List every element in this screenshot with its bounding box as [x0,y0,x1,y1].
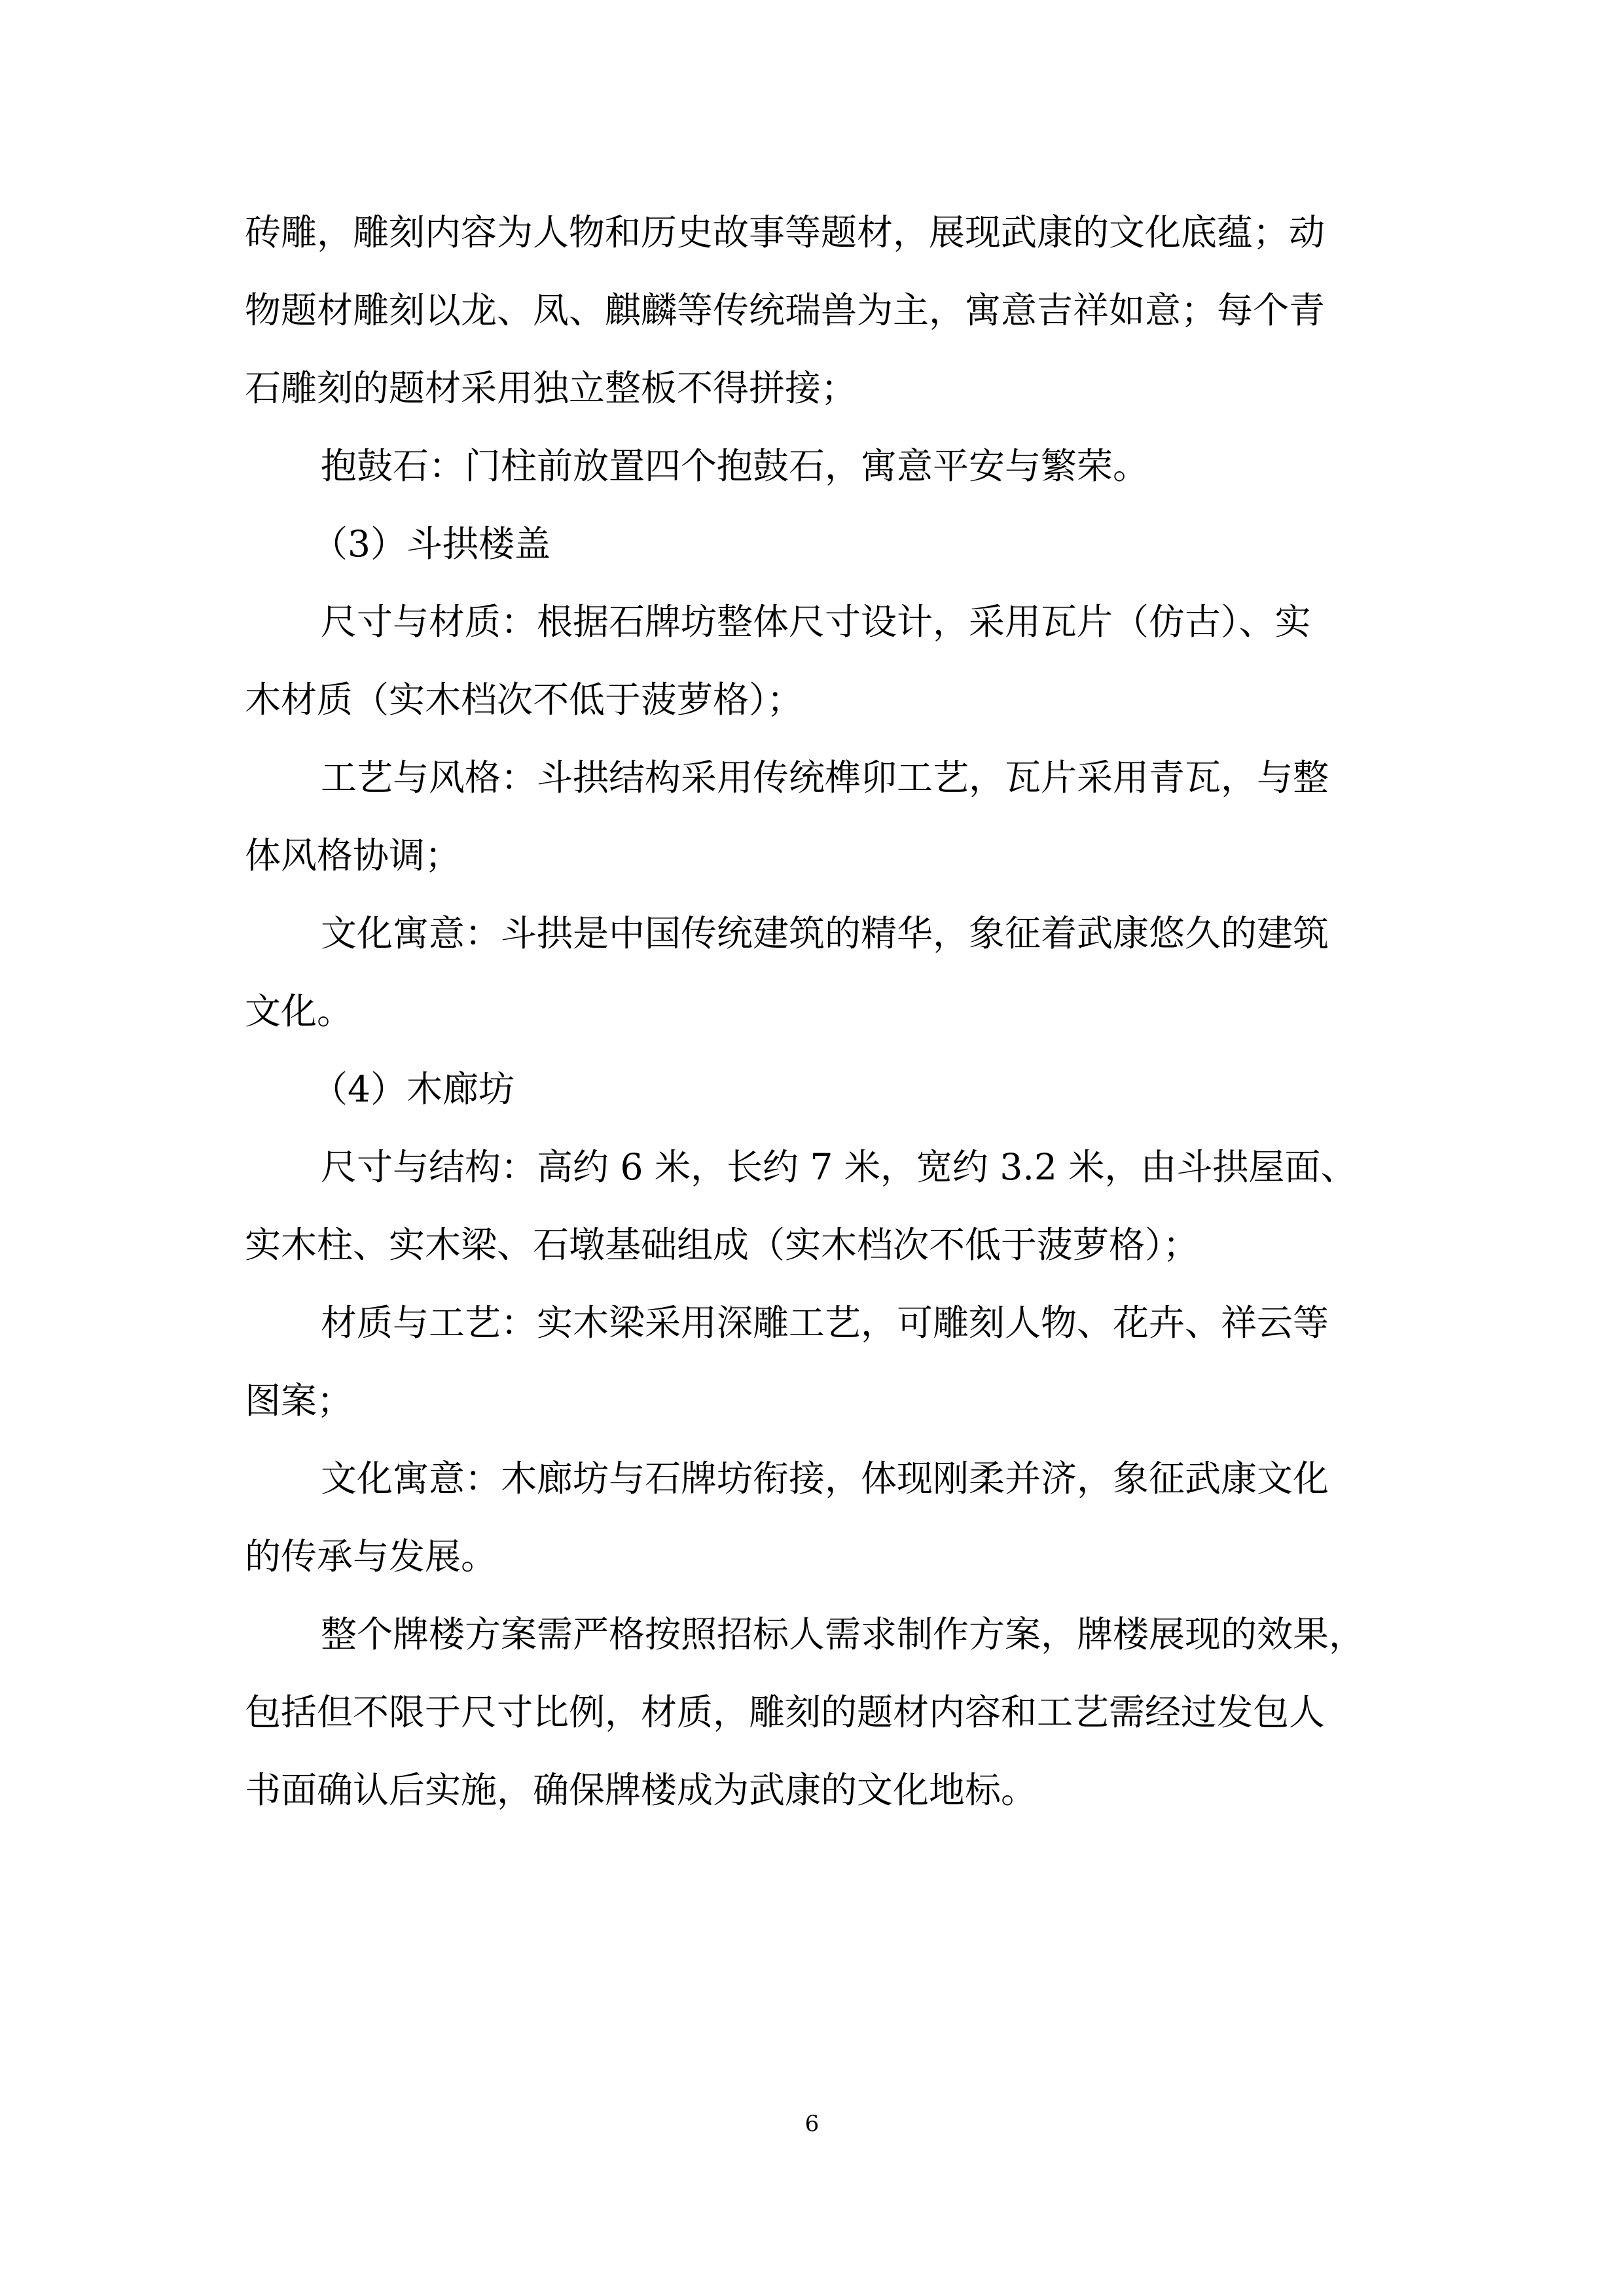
paragraph-line: 文化。 [245,990,353,1032]
paragraph-line: 尺寸与结构：高约 6 米，长约 7 米，宽约 3.2 米，由斗拱屋面、 [321,1146,1357,1188]
document-body [245,194,1384,1829]
paragraph-line: 图案； [245,1380,353,1422]
paragraph-line: 整个牌楼方案需严格按照招标人需求制作方案，牌楼展现的效果， [321,1613,1365,1655]
paragraph-line: 的传承与发展。 [245,1535,497,1577]
paragraph-line: 木材质（实木档次不低于菠萝格）； [245,679,803,721]
paragraph-line: 包括但不限于尺寸比例，材质，雕刻的题材内容和工艺需经过发包人 [245,1691,1326,1733]
paragraph-line: 书面确认后实施，确保牌楼成为武康的文化地标。 [245,1769,1038,1811]
paragraph-line: 实木柱、实木梁、石墩基础组成（实木档次不低于菠萝格）； [245,1224,1199,1266]
paragraph-line: 体风格协调； [245,834,461,876]
paragraph-line: 抱鼓石：门柱前放置四个抱鼓石，寓意平安与繁荣。 [321,445,1149,487]
paragraph-line: 物题材雕刻以龙、凤、麒麟等传统瑞兽为主，寓意吉祥如意；每个青 [245,289,1326,331]
paragraph-line: 石雕刻的题材采用独立整板不得拼接； [245,367,857,409]
paragraph-line: 文化寓意：斗拱是中国传统建筑的精华，象征着武康悠久的建筑 [321,912,1329,954]
paragraph-line: 材质与工艺：实木梁采用深雕工艺，可雕刻人物、花卉、祥云等 [321,1302,1329,1344]
paragraph-line: 文化寓意：木廊坊与石牌坊衔接，体现刚柔并济，象征武康文化 [321,1458,1329,1499]
section-heading: （3）斗拱楼盖 [312,523,550,565]
page-number: 6 [804,2111,820,2137]
paragraph-line: 尺寸与材质：根据石牌坊整体尺寸设计，采用瓦片（仿古）、实 [321,601,1311,643]
paragraph-line: 砖雕，雕刻内容为人物和历史故事等题材，展现武康的文化底蕴；动 [245,211,1326,253]
section-heading: （4）木廊坊 [312,1068,514,1110]
paragraph-line: 工艺与风格：斗拱结构采用传统榫卯工艺，瓦片采用青瓦，与整 [321,757,1329,798]
